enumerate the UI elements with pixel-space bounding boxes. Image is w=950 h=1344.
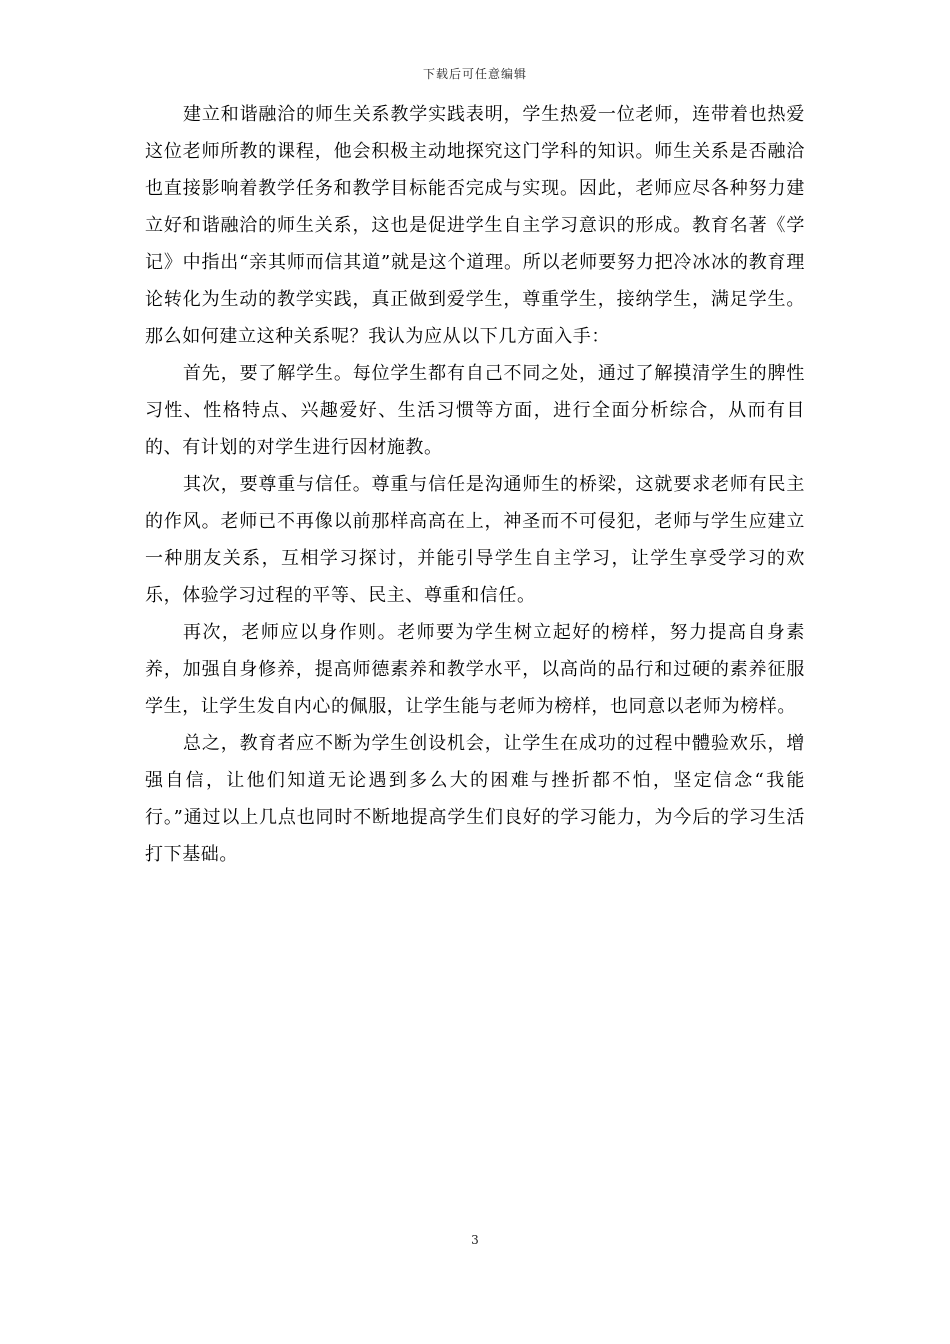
paragraph-second: 其次，要尊重与信任。尊重与信任是沟通师生的桥梁，这就要求老师有民主的作风。老师已不再像以前那样高高在上，神圣而不可侵犯，老师与学生应建立一种朋友关系，互相学习探讨，并能引导学生自主学习，让学生享受学习的欢乐，体验学习过程的平等、民主、尊重和信任。 (145, 474, 805, 606)
page-header: 下载后可任意编辑 (422, 67, 527, 81)
paragraph-conclusion: 总之，教育者应不断为学生创设机会，让学生在成功的过程中體验欢乐，增强自信，让他们知道无论遇到多么大的困难与挫折都不怕，坚定信念“我能行。”通过以上几点也同时不断地提高学生们良好的学习能力，为今后的学习生活打下基础。 (145, 733, 805, 865)
page-number: 3 (471, 1233, 479, 1247)
document-body (145, 96, 805, 873)
paragraph-third: 再次，老师应以身作则。老师要为学生树立起好的榜样，努力提高自身素养，加强自身修养，提高师德素养和教学水平，以高尚的品行和过硬的素养征服学生，让学生发自内心的佩服，让学生能与老师为榜样，也同意以老师为榜样。 (145, 622, 805, 717)
paragraph-intro: 建立和谐融洽的师生关系教学实践表明，学生热爱一位老师，连带着也热爱这位老师所教的课程，他会积极主动地探究这门学科的知识。师生关系是否融洽也直接影响着教学任务和教学目标能否完成与实现。因此，老师应尽各种努力建立好和谐融洽的师生关系，这也是促进学生自主学习意识的形成。教育名著《学记》中指出“亲其师而信其道”就是这个道理。所以老师要努力把冷冰冰的教育理论转化为生动的教学实践，真正做到爱学生，尊重学生，接纳学生，满足学生。那么如何建立这种关系呢？我认为应从以下几方面入手： (145, 104, 805, 347)
paragraph-first: 首先，要了解学生。每位学生都有自己不同之处，通过了解摸清学生的脾性习性、性格特点、兴趣爱好、生活习惯等方面，进行全面分析综合，从而有目的、有计划的对学生进行因材施教。 (145, 363, 805, 458)
